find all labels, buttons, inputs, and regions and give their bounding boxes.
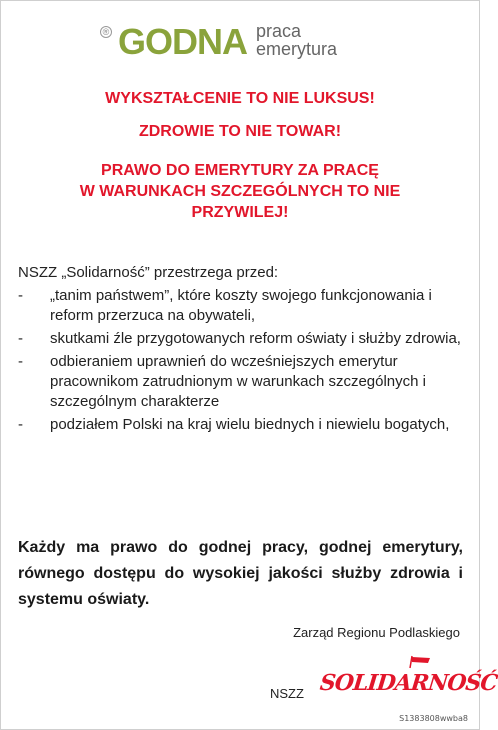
closing-statement: Każdy ma prawo do godnej pracy, godnej emerytury, równego dostępu do wysokiej jakości służby zdrowia i systemu oświaty.	[18, 539, 463, 608]
list-dash: -	[18, 416, 23, 433]
slogan-retirement-line1: PRAWO DO EMERYTURY ZA PRACĘ	[101, 162, 379, 179]
slogan-education: WYKSZTAŁCENIE TO NIE LUKSUS!	[105, 90, 375, 107]
nszz-label: NSZZ	[270, 686, 304, 701]
slogan-retirement-line3: PRZYWILEJ!	[191, 204, 289, 221]
list-item-text: „tanim państwem”, które koszty swojego funkcjonowania i reform przerzuca na obywateli,	[50, 287, 432, 324]
regional-board-signature: Zarząd Regionu Podlaskiego	[293, 625, 460, 640]
list-item	[18, 352, 468, 412]
slogan-health: ZDROWIE TO NIE TOWAR!	[138, 123, 342, 140]
warning-list	[18, 286, 468, 435]
list-dash: -	[18, 330, 23, 347]
list-item-text: odbieraniem uprawnień do wcześniejszych emerytur pracownikom zatrudnionym w warunkach szczególnych i szczególnym charakterze	[50, 353, 426, 410]
list-item	[18, 415, 468, 435]
list-item-text: skutkami źle przygotowanych reform oświaty i służby zdrowia,	[50, 330, 461, 347]
logo-word-emerytura: emerytura	[256, 39, 338, 59]
list-dash: -	[18, 353, 23, 370]
flag-icon	[408, 656, 432, 668]
warning-section	[18, 263, 468, 438]
list-dash: -	[18, 287, 23, 304]
slogan-retirement-line2: W WARUNKACH SZCZEGÓLNYCH TO NIE	[79, 183, 401, 200]
registered-mark: ®	[100, 26, 112, 38]
solidarnosc-logo	[318, 656, 498, 706]
slogan-retirement	[20, 160, 460, 223]
list-item	[18, 286, 468, 326]
list-item-text: podziałem Polski na kraj wielu biednych i niewielu bogatych,	[50, 416, 450, 433]
list-item	[18, 329, 468, 349]
solidarnosc-wordmark: SOLIDARNOŚĆ	[318, 670, 498, 696]
logo-brand-text: GODNA	[118, 21, 247, 62]
warning-intro: NSZZ „Solidarność” przestrzega przed:	[18, 264, 279, 281]
godna-praca-logo	[100, 20, 390, 60]
print-code: S1383808wwba8	[399, 714, 468, 723]
logo-word-praca: praca	[256, 21, 302, 41]
